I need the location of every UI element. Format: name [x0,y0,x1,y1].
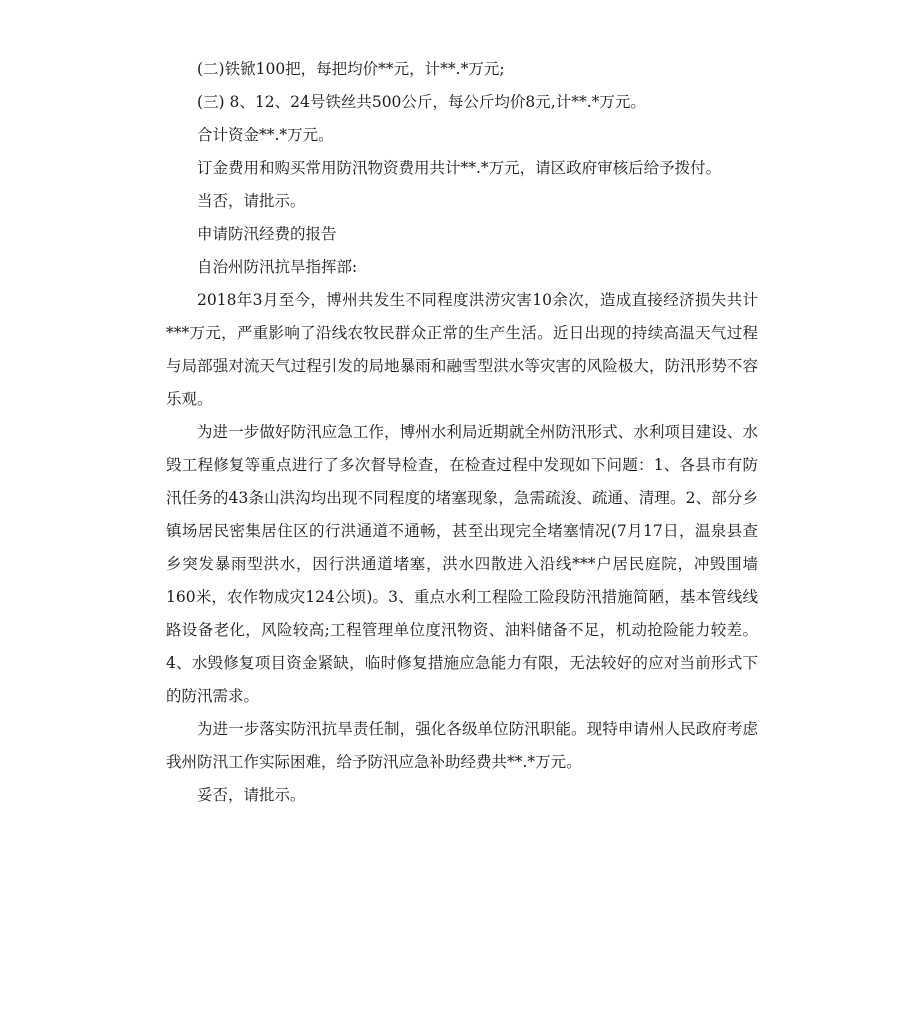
paragraph-problems: 为进一步做好防汛应急工作，博州水利局近期就全州防汛形式、水利项目建设、水毁工程修复等重点进行了多次督导检查，在检查过程中发现如下问题：1、各县市有防汛任务的43条山洪沟均出现不同程度的堵塞现象，急需疏浚、疏通、清理。2、部分乡镇场居民密集居住区的行洪通道不通畅，甚至出现完全堵塞情况(7月17日，温泉县查乡突发暴雨型洪水，因行洪通道堵塞，洪水四散进入沿线***户居民庭院，冲毁围墙160米，农作物成灾124公顷)。3、重点水利工程险工险段防汛措施简陋，基本管线线路设备老化，风险较高;工程管理单位度汛物资、油料储备不足，机动抢险能力较差。4、水毁修复项目资金紧缺，临时修复措施应急能力有限，无法较好的应对当前形式下的防汛需求。 [166,423,758,705]
paragraph-closing-1: 当否，请批示。 [197,192,306,210]
paragraph-application: 为进一步落实防汛抗旱责任制，强化各级单位防汛职能。现特申请州人民政府考虑我州防汛工作实际困难，给予防汛应急补助经费共**.*万元。 [166,720,758,771]
report-recipient: 自治州防汛抗旱指挥部: [197,258,358,276]
report-title: 申请防汛经费的报告 [197,225,337,243]
paragraph-total-funds: 合计资金**.*万元。 [197,126,334,144]
document-body [166,53,758,812]
paragraph-situation: 2018年3月至今，博州共发生不同程度洪涝灾害10余次，造成直接经济损失共计***万元，严重影响了沿线农牧民群众正常的生产生活。近日出现的持续高温天气过程与局部强对流天气过程引发的局地暴雨和融雪型洪水等灾害的风险极大，防汛形势不容乐观。 [166,291,758,408]
paragraph-item-3: (三) 8、12、24号铁丝共500公斤，每公斤均价8元,计**.*万元。 [197,93,646,111]
paragraph-request-approval: 订金费用和购买常用防汛物资费用共计**.*万元，请区政府审核后给予拨付。 [197,159,722,177]
paragraph-closing-2: 妥否，请批示。 [197,786,306,804]
paragraph-item-2: (二)铁锨100把，每把均价**元，计**.*万元; [197,60,505,78]
